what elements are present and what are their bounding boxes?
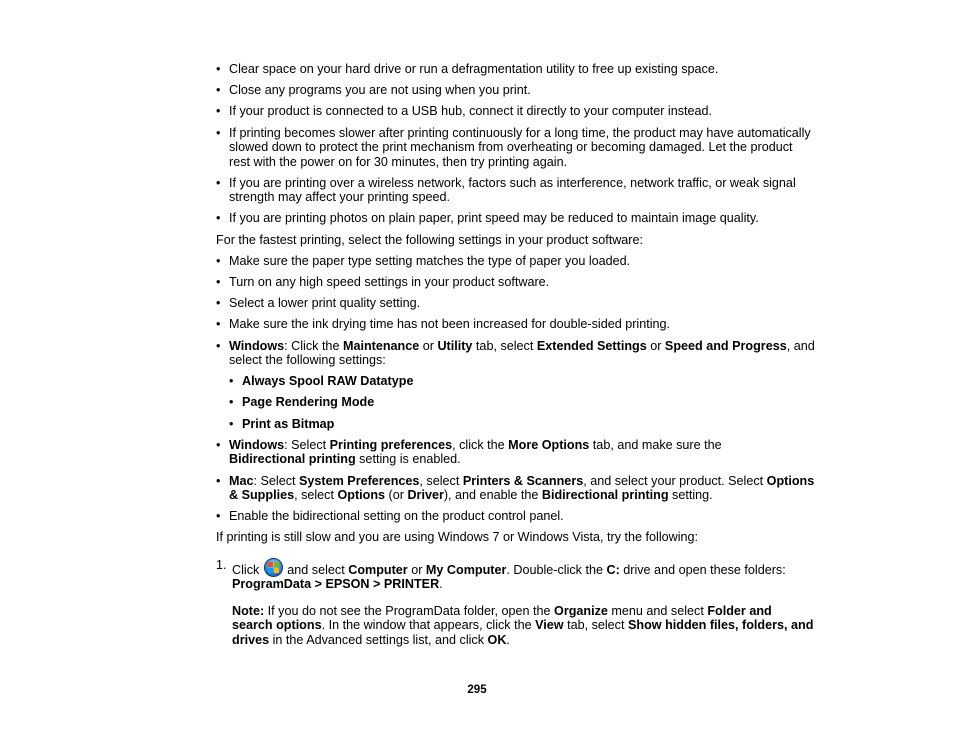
list-item-windows-bidirectional: • Windows: Select Printing preferences, click the More Options tab, and make sure the Bidirectional printing setting is enabled. bbox=[216, 438, 722, 467]
list-item: • Turn on any high speed settings in your product software. bbox=[216, 275, 550, 289]
list-item: • Select a lower print quality setting. bbox=[216, 296, 421, 310]
sub-list-item: • Always Spool RAW Datatype bbox=[229, 374, 414, 388]
list-item: • Close any programs you are not using when you print. bbox=[216, 83, 531, 97]
intro-fastest-printing: For the fastest printing, select the following settings in your product software: bbox=[216, 233, 644, 247]
sub-list-item: • Print as Bitmap bbox=[229, 417, 335, 431]
numbered-step-1: 1. Click and select Computer or My Computer. Double-click the C: drive and open these folders: ProgramData > EPSON > PRINTER. bbox=[216, 558, 786, 592]
intro-windows7: If printing is still slow and you are using Windows 7 or Windows Vista, try the following: bbox=[216, 530, 699, 544]
list-item: • If printing becomes slower after printing continuously for a long time, the product may have automatically slowed down to protect the print mechanism from overheating or becoming damaged. Let the product rest with the power on for 30 minutes, then try printing again. bbox=[216, 126, 811, 169]
list-item-windows-settings: • Windows: Click the Maintenance or Utility tab, select Extended Settings or Speed and Progress, and select the following settings: bbox=[216, 339, 815, 368]
list-item-mac-bidirectional: • Mac: Select System Preferences, select Printers & Scanners, and select your product. Select Options & Supplies, select Options (or Driver), and enable the Bidirectional printing setting. bbox=[216, 474, 815, 503]
list-item: • If your product is connected to a USB hub, connect it directly to your computer instead. bbox=[216, 104, 713, 118]
list-item: • Make sure the paper type setting matches the type of paper you loaded. bbox=[216, 254, 631, 268]
list-item: • If you are printing photos on plain paper, print speed may be reduced to maintain image quality. bbox=[216, 211, 759, 225]
sub-list-item: • Page Rendering Mode bbox=[229, 395, 375, 409]
list-item: • Make sure the ink drying time has not been increased for double-sided printing. bbox=[216, 317, 671, 331]
note-block: Note: If you do not see the ProgramData folder, open the Organize menu and select Folder and search options. In the window that appears, click the View tab, select Show hidden files, folders, and drives in the Advanced settings list, and click OK. bbox=[232, 604, 814, 647]
list-item: • Clear space on your hard drive or run a defragmentation utility to free up existing space. bbox=[216, 62, 719, 76]
windows-start-icon bbox=[264, 558, 283, 577]
list-item: • If you are printing over a wireless network, factors such as interference, network traffic, or weak signal strength may affect your printing speed. bbox=[216, 176, 796, 205]
list-item: • Enable the bidirectional setting on the product control panel. bbox=[216, 509, 564, 523]
page-number: 295 bbox=[467, 684, 487, 696]
